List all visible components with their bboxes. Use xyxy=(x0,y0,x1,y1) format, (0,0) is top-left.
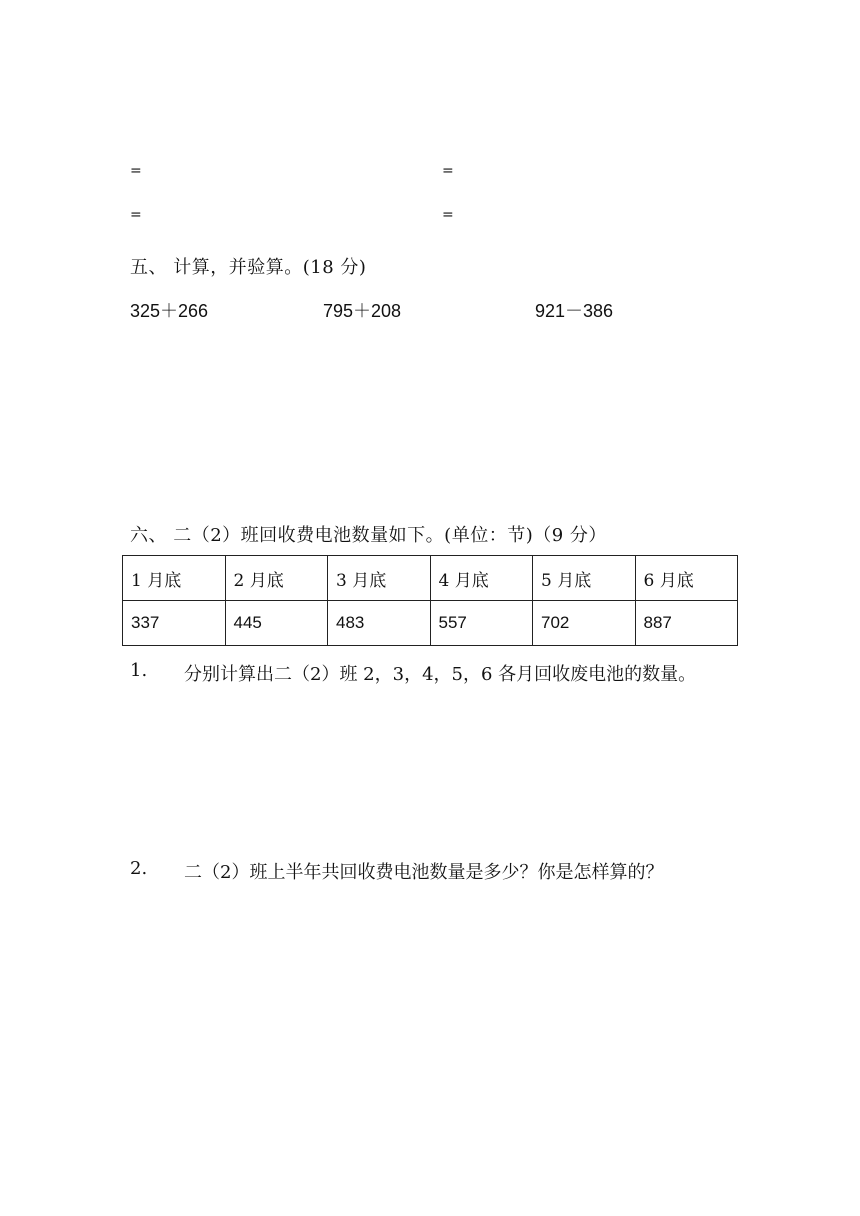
table-cell: 702 xyxy=(533,601,636,646)
question-1-text: 分别计算出二（2）班 2，3，4，5，6 各月回收废电池的数量。 xyxy=(184,664,697,685)
table-cell: 557 xyxy=(430,601,533,646)
equals-sign: = xyxy=(442,207,454,223)
section-6-heading: 六、 二（2）班回收费电池数量如下。(单位：节)（9 分） xyxy=(130,525,607,546)
table-cell: 445 xyxy=(225,601,328,646)
section-5-heading: 五、 计算，并验算。(18 分) xyxy=(130,257,367,278)
equals-sign: = xyxy=(130,207,142,223)
table-header-cell: 1 月底 xyxy=(123,556,226,601)
question-2-number: 2. xyxy=(130,858,148,879)
problem-2: 795＋208 xyxy=(323,301,402,321)
problem-3: 921－386 xyxy=(535,301,614,321)
table-cell: 337 xyxy=(123,601,226,646)
question-1-number: 1. xyxy=(130,660,148,681)
battery-table xyxy=(122,555,738,646)
table-header-cell: 3 月底 xyxy=(328,556,431,601)
question-2-text: 二（2）班上半年共回收费电池数量是多少？你是怎样算的？ xyxy=(184,862,664,883)
problem-1: 325＋266 xyxy=(130,301,209,321)
table-header-cell: 2 月底 xyxy=(225,556,328,601)
table-header-row xyxy=(123,556,738,601)
table-header-cell: 4 月底 xyxy=(430,556,533,601)
equals-sign: = xyxy=(442,163,454,179)
table-header-cell: 5 月底 xyxy=(533,556,636,601)
table-row xyxy=(123,601,738,646)
table-cell: 483 xyxy=(328,601,431,646)
table-cell: 887 xyxy=(635,601,738,646)
table-header-cell: 6 月底 xyxy=(635,556,738,601)
equals-sign: = xyxy=(130,163,142,179)
